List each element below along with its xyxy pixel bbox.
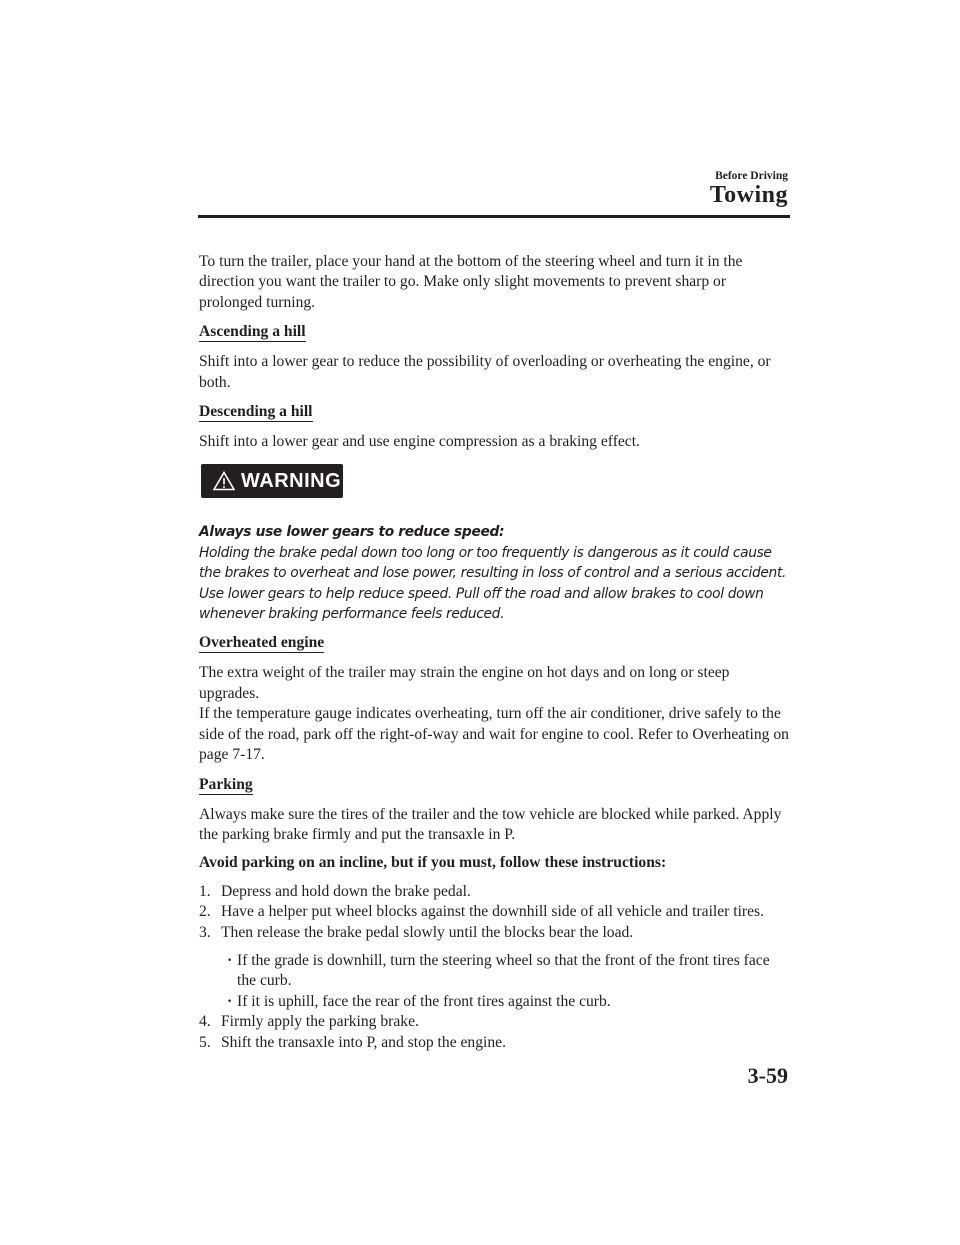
- list-item: 1. Depress and hold down the brake pedal.: [199, 882, 471, 900]
- descending-text: Shift into a lower gear and use engine compression as a braking effect.: [199, 433, 640, 451]
- overheated-text-2: If the temperature gauge indicates overheating, turn off the air conditioner, drive safely to the side of the road, park off the right-of-way and wait for engine to cool. Refer to Overheating on page 7-17.: [199, 705, 789, 764]
- warning-body: Holding the brake pedal down too long or too frequently is dangerous as it could cause the brakes to overheat and lose power, resulting in loss of control and a serious accident. Use lower gears to help reduce speed. Pull off the road and allow brakes to cool down whenever braking performance feels reduced.: [199, 544, 787, 623]
- bullet-item: · If the grade is downhill, turn the steering wheel so that the front of the front tires face the curb.: [237, 951, 789, 992]
- warning-label: WARNING: [241, 470, 342, 493]
- warning-text: [199, 522, 789, 624]
- list-item: 2. Have a helper put wheel blocks against the downhill side of all vehicle and trailer tires.: [199, 903, 765, 921]
- list-item: 3. Then release the brake pedal slowly until the blocks bear the load.: [199, 923, 634, 941]
- ascending-heading: Ascending a hill: [199, 323, 306, 341]
- overheated-text-1: The extra weight of the trailer may strain the engine on hot days and on long or steep upgrades.: [199, 664, 730, 702]
- overheated-text: [199, 663, 789, 765]
- page-title: Towing: [709, 182, 788, 208]
- bullet-item: · If it is uphill, face the rear of the front tires against the curb.: [237, 992, 789, 1012]
- parking-text: Always make sure the tires of the trailer and the tow vehicle are blocked while parked. Apply the parking brake firmly and put the transaxle in P.: [199, 805, 782, 843]
- list-item: 5. Shift the transaxle into P, and stop the engine.: [199, 1033, 506, 1051]
- ascending-text: Shift into a lower gear to reduce the possibility of overloading or overheating the engine, or both.: [199, 353, 771, 391]
- parking-steps-continued: [199, 1012, 789, 1053]
- parking-steps: [199, 882, 789, 943]
- descending-heading: Descending a hill: [199, 403, 313, 421]
- overheated-heading: Overheated engine: [199, 634, 325, 652]
- page-number: 3-59: [747, 1063, 788, 1088]
- parking-heading: Parking: [199, 775, 253, 793]
- warning-triangle-icon: [213, 471, 235, 491]
- incline-heading: Avoid parking on an incline, but if you must, follow these instructions:: [199, 854, 667, 872]
- warning-lead: Always use lower gears to reduce speed:: [199, 524, 505, 541]
- intro-paragraph: To turn the trailer, place your hand at the bottom of the steering wheel and turn it in the direction you want the trailer to go. Make only slight movements to prevent sharp or prolonged turning.: [199, 253, 743, 311]
- header-rule: [198, 215, 790, 218]
- header-section: Before Driving: [715, 170, 788, 182]
- parking-bullets: [199, 951, 789, 1012]
- content: [199, 252, 789, 1053]
- warning-badge: [201, 464, 343, 498]
- list-item: 4. Firmly apply the parking brake.: [199, 1013, 419, 1031]
